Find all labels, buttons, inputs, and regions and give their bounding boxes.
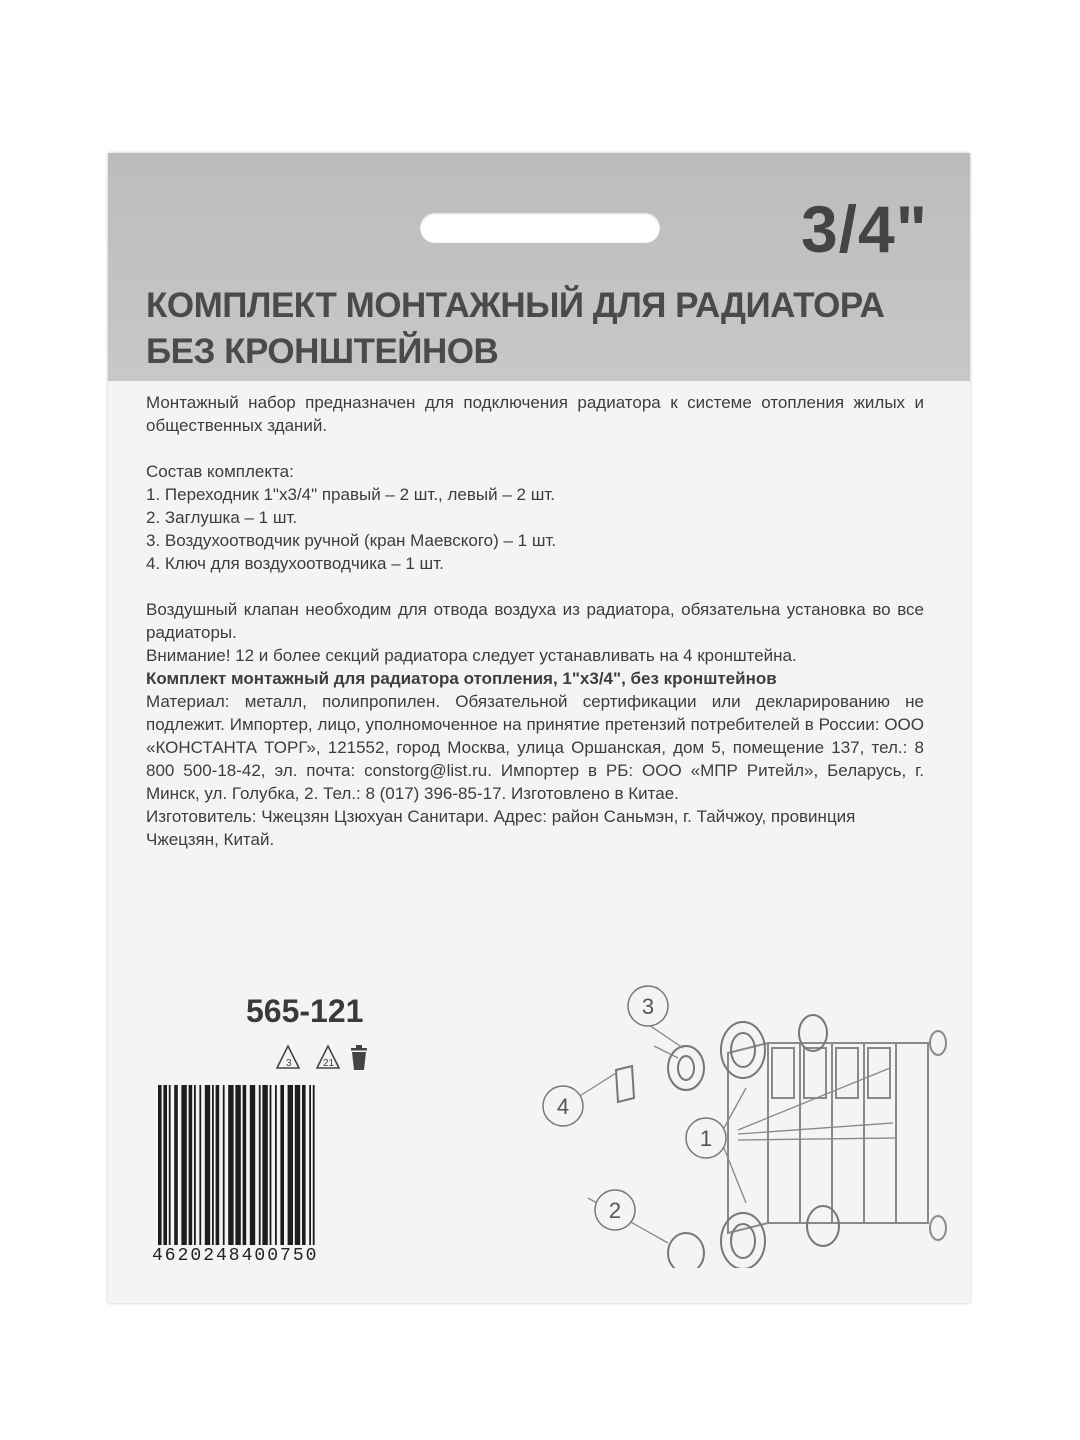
contents-item-3: 3. Воздухоотводчик ручной (кран Маевского) – 1 шт. bbox=[146, 531, 557, 550]
recycle-icons bbox=[273, 1038, 383, 1074]
barcode-bar bbox=[223, 1085, 225, 1245]
hang-hole bbox=[420, 213, 660, 243]
callout-4-label: 4 bbox=[556, 1094, 570, 1119]
header-band bbox=[108, 153, 970, 381]
plug bbox=[668, 1233, 704, 1268]
legal-text: Материал: металл, полипропилен. Обязательной сертификации или декларированию не подлежит. Импортер, лицо, уполномоченное на принятие претензий потребителей в России: ООО «КОНСТАНТА ТОРГ», 121552, город Москва, улица Оршанская, дом 5, помещение 137, тел.: 8 800 500-18-42, эл. почта: constorg@list.ru. Импортер в РБ: ООО «МПР Ритейл», Беларусь, г. Минск, ул. Голубка, 2. Тел.: 8 (017) 396-85-17. Изготовлено в Китае. bbox=[146, 692, 924, 803]
description-block bbox=[146, 391, 924, 851]
barcode-bar bbox=[295, 1085, 300, 1245]
barcode-bar bbox=[189, 1085, 193, 1245]
air-vent bbox=[668, 1046, 704, 1090]
valve-note: Воздушный клапан необходим для отвода воздуха из радиатора, обязательна установка во все радиаторы. bbox=[146, 600, 924, 642]
gasket-bottom bbox=[807, 1206, 839, 1246]
barcode-bar bbox=[235, 1085, 240, 1245]
barcode-bar bbox=[262, 1085, 267, 1245]
assembly-diagram bbox=[428, 958, 968, 1268]
intro-text: Монтажный набор предназначен для подключения радиатора к системе отопления жилых и общественных зданий. bbox=[146, 393, 924, 435]
radiator-illustration bbox=[728, 1031, 946, 1240]
barcode-bar bbox=[313, 1085, 315, 1245]
callout-1-label: 1 bbox=[699, 1126, 713, 1151]
warning-text: Внимание! 12 и более секций радиатора следует устанавливать на 4 кронштейна. bbox=[146, 646, 797, 665]
callout-3-label: 3 bbox=[641, 994, 655, 1019]
barcode-bar bbox=[199, 1085, 201, 1245]
trash-bin-icon bbox=[351, 1045, 367, 1070]
barcode-bar bbox=[169, 1085, 171, 1245]
contents-item-4: 4. Ключ для воздухоотводчика – 1 шт. bbox=[146, 554, 444, 573]
title-line-1: КОМПЛЕКТ МОНТАЖНЫЙ ДЛЯ РАДИАТОРА bbox=[146, 286, 885, 325]
barcode-bar bbox=[205, 1085, 210, 1245]
title-line-2: БЕЗ КРОНШТЕЙНОВ bbox=[146, 332, 499, 371]
barcode-bar bbox=[243, 1085, 247, 1245]
barcode-bar bbox=[212, 1085, 214, 1245]
barcode-number: 4620248400750 bbox=[152, 1246, 380, 1266]
barcode-bar bbox=[309, 1085, 311, 1245]
contents-item-2: 2. Заглушка – 1 шт. bbox=[146, 508, 298, 527]
barcode-bar bbox=[280, 1085, 284, 1245]
recycle-code-2: 21 bbox=[323, 1058, 335, 1069]
reducer-bottom bbox=[721, 1213, 765, 1268]
packaging-card bbox=[108, 153, 970, 1303]
callout-2-label: 2 bbox=[608, 1198, 622, 1223]
vent-key bbox=[616, 1066, 634, 1102]
barcode-bar bbox=[302, 1085, 306, 1245]
barcode-bar bbox=[163, 1085, 167, 1245]
product-title bbox=[146, 283, 966, 375]
barcode-bar bbox=[250, 1085, 255, 1245]
recycle-code-1: 3 bbox=[286, 1058, 292, 1069]
manufacturer-text: Изготовитель: Чжецзян Цзюхуан Санитари. Адрес: район Саньмэн, г. Тайчжоу, провинция Чжецзян, Китай. bbox=[146, 807, 856, 849]
product-name: Комплект монтажный для радиатора отопления, 1"x3/4", без кронштейнов bbox=[146, 669, 777, 688]
product-code: 565-121 bbox=[246, 993, 364, 1029]
contents-item-1: 1. Переходник 1"x3/4" правый – 2 шт., левый – 2 шт. bbox=[146, 485, 555, 504]
barcode-bar bbox=[259, 1085, 261, 1245]
barcode-bar bbox=[275, 1085, 277, 1245]
barcode-bar bbox=[288, 1085, 293, 1245]
barcode-bar bbox=[194, 1085, 196, 1245]
barcode-bar bbox=[270, 1085, 272, 1245]
barcode-bar bbox=[174, 1085, 178, 1245]
size-label: 3/4" bbox=[800, 192, 928, 266]
contents-heading: Состав комплекта: bbox=[146, 462, 294, 481]
gasket-top bbox=[799, 1015, 827, 1051]
barcode-bar bbox=[181, 1085, 186, 1245]
barcode-bar bbox=[216, 1085, 220, 1245]
barcode-bar bbox=[228, 1085, 233, 1245]
barcode-bar bbox=[158, 1085, 162, 1245]
